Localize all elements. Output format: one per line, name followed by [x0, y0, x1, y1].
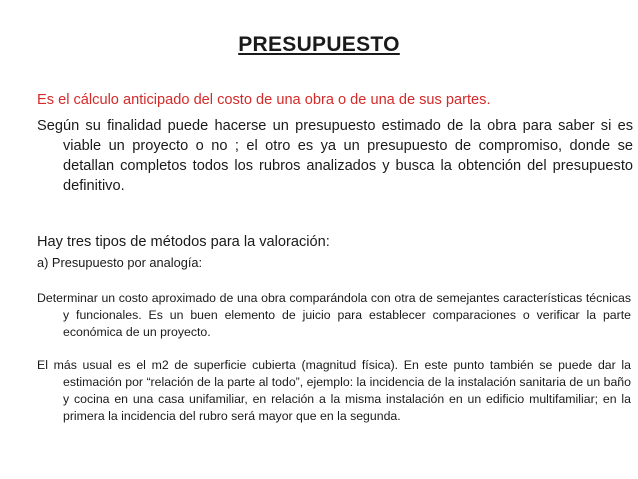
- methods-heading: Hay tres tipos de métodos para la valoración:: [37, 234, 330, 250]
- definition-text: Es el cálculo anticipado del costo de una obra o de una de sus partes.: [37, 92, 491, 108]
- slide-title: PRESUPUESTO: [238, 33, 400, 56]
- analogy-example-paragraph: El más usual es el m2 de superficie cubierta (magnitud física). En este punto también se puede dar la estimación por “relación de la parte al todo”, ejemplo: la incidencia de la instalación sanitaria de un baño y cocina en una casa unifamiliar, en relación a la misma instalación en un edificio multifamiliar; en la primera la incidencia del rubro será mayor que en la segunda.: [37, 358, 631, 423]
- method-a-label: a) Presupuesto por analogía:: [37, 255, 203, 270]
- intro-paragraph: Según su finalidad puede hacerse un presupuesto estimado de la obra para saber si es viable un proyecto o no ; el otro es ya un presupuesto de compromiso, donde se detallan completos todos los rubros analizados y busca la obtención del presupuesto definitivo.: [37, 118, 633, 194]
- analogy-definition-paragraph: Determinar un costo aproximado de una obra comparándola con otra de semejantes características técnicas y funcionales. Es un buen elemento de juicio para establecer comparaciones o verificar la parte económica de un proyecto.: [37, 291, 631, 339]
